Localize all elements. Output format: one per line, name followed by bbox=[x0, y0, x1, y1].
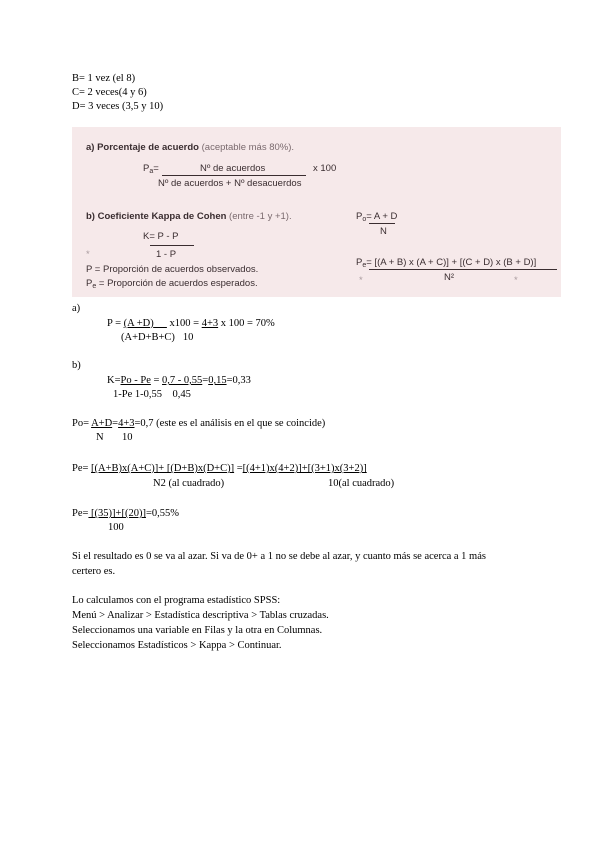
spss-line-1: Lo calculamos con el programa estadístico SPSS: bbox=[72, 595, 281, 606]
part-b-denominator: 1-Pe 1-0,55 0,45 bbox=[113, 389, 191, 400]
part-a-label: a) bbox=[72, 303, 81, 314]
pe-equation: Pe= [(A+B)x(A+C)]+ [(D+B)x(D+C)] =[(4+1)x(4+2)]+[(3+1)x(3+2)] bbox=[72, 463, 367, 474]
part-b-equation: K=Po - Pe = 0,7 - 0,55=0,15=0,33 bbox=[107, 375, 251, 386]
intro-line-d: D= 3 veces (3,5 y 10) bbox=[72, 101, 164, 112]
formula-pa-numerator: Nº de acuerdos bbox=[200, 163, 266, 174]
pe-denominator-left: N2 (al cuadrado) bbox=[153, 478, 225, 489]
pe-denominator-right: 10(al cuadrado) bbox=[328, 478, 395, 489]
formula-po-box-line bbox=[369, 223, 395, 224]
pe2-equation: Pe= [(35)]+[(20)]=0,55% bbox=[72, 508, 179, 519]
formula-b-heading: b) Coeficiente Kappa de Cohen (entre -1 y +1). bbox=[86, 211, 292, 222]
po-denominator: N 10 bbox=[96, 432, 133, 443]
formula-pe-box-line bbox=[369, 269, 557, 270]
formula-pa-fraction-line bbox=[162, 175, 306, 176]
formula-po-box-denominator: N bbox=[380, 226, 387, 237]
formula-pe-box-denominator: N² bbox=[444, 272, 455, 283]
spss-line-2: Menú > Analizar > Estadística descriptiva > Tablas cruzadas. bbox=[72, 610, 329, 621]
formula-star-left: * bbox=[86, 249, 90, 260]
spss-line-3: Seleccionamos una variable en Filas y la otra en Columnas. bbox=[72, 625, 323, 636]
formula-k-numerator: K= P - P bbox=[143, 231, 179, 242]
formula-pa-denominator: Nº de acuerdos + Nº desacuerdos bbox=[158, 178, 302, 189]
formula-k-denominator: 1 - P bbox=[156, 249, 177, 260]
part-a-denominator: (A+D+B+C) 10 bbox=[121, 332, 194, 343]
formula-image bbox=[72, 127, 561, 297]
spss-line-4: Seleccionamos Estadísticos > Kappa > Continuar. bbox=[72, 640, 282, 651]
part-a-equation: P = (A +D) x100 = 4+3 x 100 = 70% bbox=[107, 318, 275, 329]
formula-k-fraction-line bbox=[150, 245, 194, 246]
intro-line-c: C= 2 veces(4 y 6) bbox=[72, 87, 147, 98]
intro-line-b: B= 1 vez (el 8) bbox=[72, 73, 136, 84]
formula-p-definition: P = Proporción de acuerdos observados. bbox=[86, 264, 259, 275]
conclusion-line-2: certero es. bbox=[72, 566, 116, 577]
formula-po-box-numerator: $P_o= A + D$ bbox=[356, 211, 398, 223]
pe2-denominator: 100 bbox=[108, 522, 124, 533]
part-b-label: b) bbox=[72, 360, 81, 371]
formula-pa-multiplier: x 100 bbox=[313, 163, 337, 174]
formula-a-heading: a) Porcentaje de acuerdo (aceptable más 80%). bbox=[86, 142, 295, 153]
formula-star-2: * bbox=[514, 275, 518, 286]
po-equation: Po= A+D=4+3=0,7 (este es el análisis en el que se coincide) bbox=[72, 418, 326, 429]
formula-pe-box-numerator: $P_e= [(A + B)$ x (A + C)] + [(C + D) x (B + D)] bbox=[356, 257, 537, 269]
conclusion-line-1: Si el resultado es 0 se va al azar. Si va de 0+ a 1 no se debe al azar, y cuanto más se acerca a 1 más bbox=[72, 551, 486, 562]
formula-pa-lhs: $P_a=$ bbox=[143, 163, 159, 175]
formula-star-1: * bbox=[359, 275, 363, 286]
formula-pe-definition: $P_e$ = Proporción de acuerdos esperados. bbox=[86, 278, 258, 290]
